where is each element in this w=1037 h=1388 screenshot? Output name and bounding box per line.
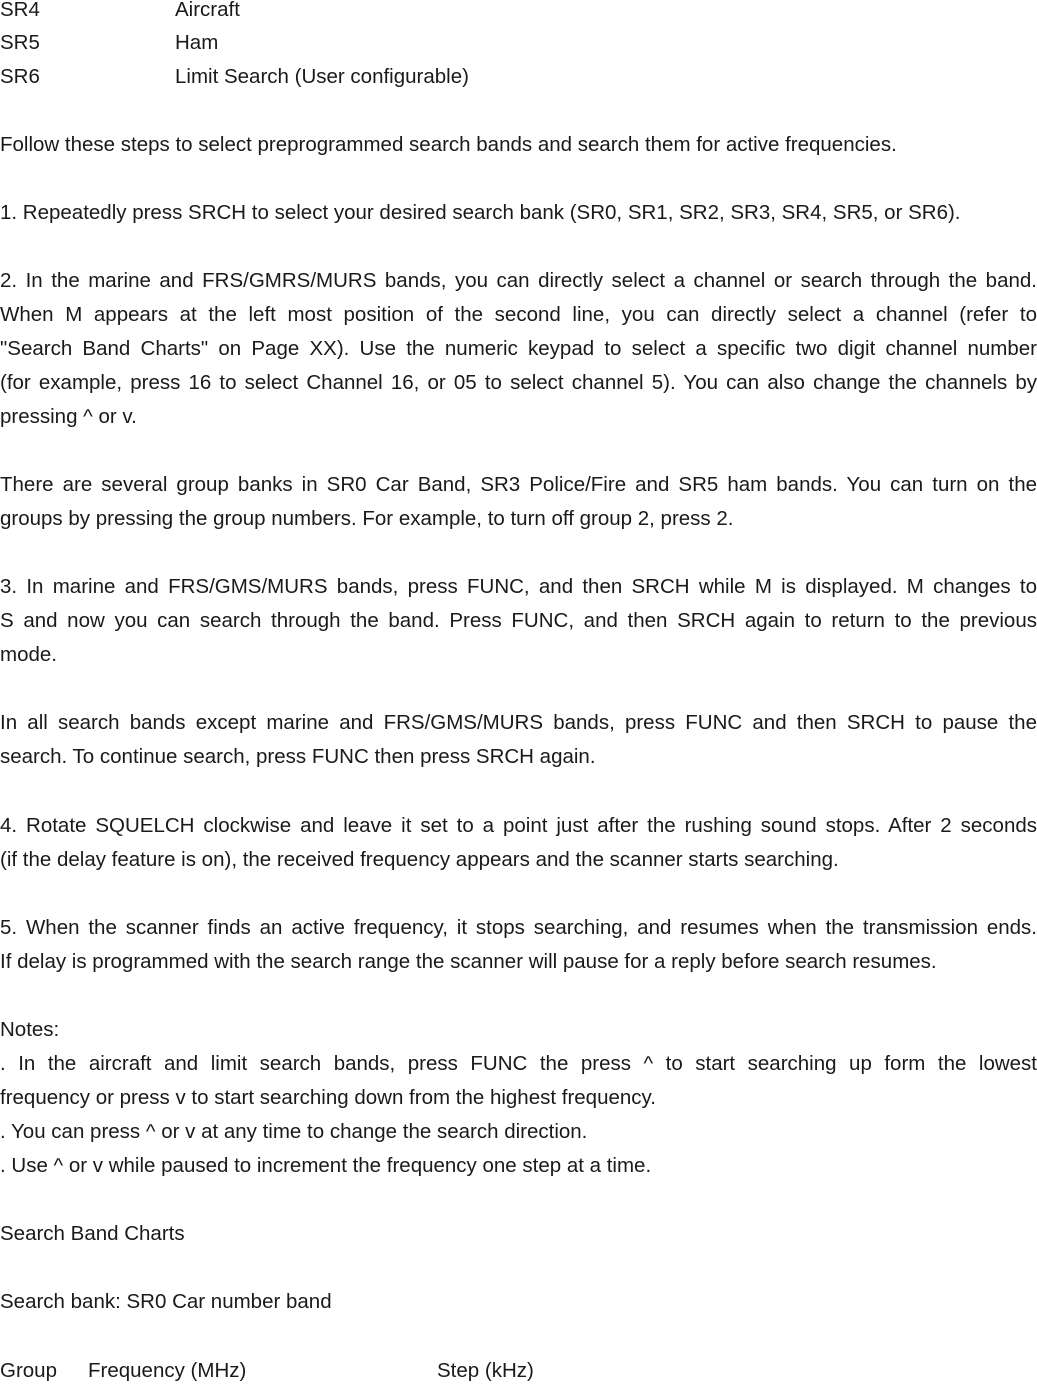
bank-code: SR6	[0, 65, 40, 88]
step-4-line: 4. Rotate SQUELCH clockwise and leave it set to a point just after the rushing sound stops. After 2 seconds	[0, 814, 1037, 837]
step-5-line: If delay is programmed with the search range the scanner will pause for a reply before search resumes.	[0, 950, 937, 973]
note-line: frequency or press v to start searching down from the highest frequency.	[0, 1086, 656, 1109]
bank-row-sr6	[0, 60, 1037, 94]
step-3-line: mode.	[0, 643, 57, 666]
notes-heading: Notes:	[0, 1018, 60, 1041]
intro-paragraph: Follow these steps to select preprogrammed search bands and search them for active frequencies.	[0, 133, 897, 156]
table-header-row	[0, 1354, 1037, 1388]
note-line: . You can press ^ or v at any time to change the search direction.	[0, 1120, 588, 1143]
step-3-line: 3. In marine and FRS/GMS/MURS bands, press FUNC, and then SRCH while M is displayed. M changes to	[0, 575, 1037, 598]
bank-row-sr4	[0, 0, 1037, 27]
bank-row-sr5	[0, 26, 1037, 60]
step-1: 1. Repeatedly press SRCH to select your desired search bank (SR0, SR1, SR2, SR3, SR4, SR5, or SR6).	[0, 201, 961, 224]
groups-line: groups by pressing the group numbers. For example, to turn off group 2, press 2.	[0, 507, 734, 530]
pause-line: In all search bands except marine and FRS/GMS/MURS bands, press FUNC and then SRCH to pause the	[0, 711, 1037, 734]
step-5-line: 5. When the scanner finds an active frequency, it stops searching, and resumes when the transmission ends.	[0, 916, 1037, 939]
note-line: . Use ^ or v while paused to increment the frequency one step at a time.	[0, 1154, 652, 1177]
step-2-line: (for example, press 16 to select Channel 16, or 05 to select channel 5). You can also change the channels by	[0, 371, 1037, 394]
step-2-line: 2. In the marine and FRS/GMRS/MURS bands, you can directly select a channel or search through the band.	[0, 269, 1037, 292]
bank-code: SR4	[0, 0, 40, 21]
charts-heading: Search Band Charts	[0, 1222, 185, 1245]
bank-code: SR5	[0, 31, 40, 54]
pause-line: search. To continue search, press FUNC then press SRCH again.	[0, 745, 596, 768]
column-header-group: Group	[0, 1359, 57, 1382]
bank-name: Aircraft	[175, 0, 240, 21]
column-header-frequency: Frequency (MHz)	[88, 1359, 247, 1382]
bank-name: Ham	[175, 31, 219, 54]
bank-heading: Search bank: SR0 Car number band	[0, 1290, 332, 1313]
column-header-step: Step (kHz)	[437, 1359, 534, 1382]
groups-line: There are several group banks in SR0 Car Band, SR3 Police/Fire and SR5 ham bands. You can turn on the	[0, 473, 1037, 496]
step-2-line: "Search Band Charts" on Page XX). Use the numeric keypad to select a specific two digit channel number	[0, 337, 1037, 360]
step-2-line: pressing ^ or v.	[0, 405, 137, 428]
step-3-line: S and now you can search through the band. Press FUNC, and then SRCH again to return to the previous	[0, 609, 1037, 632]
step-4-line: (if the delay feature is on), the received frequency appears and the scanner starts searching.	[0, 848, 839, 871]
step-2-line: When M appears at the left most position of the second line, you can directly select a channel (refer to	[0, 303, 1037, 326]
note-line: . In the aircraft and limit search bands, press FUNC the press ^ to start searching up form the lowest	[0, 1052, 1037, 1075]
bank-name: Limit Search (User configurable)	[175, 65, 469, 88]
